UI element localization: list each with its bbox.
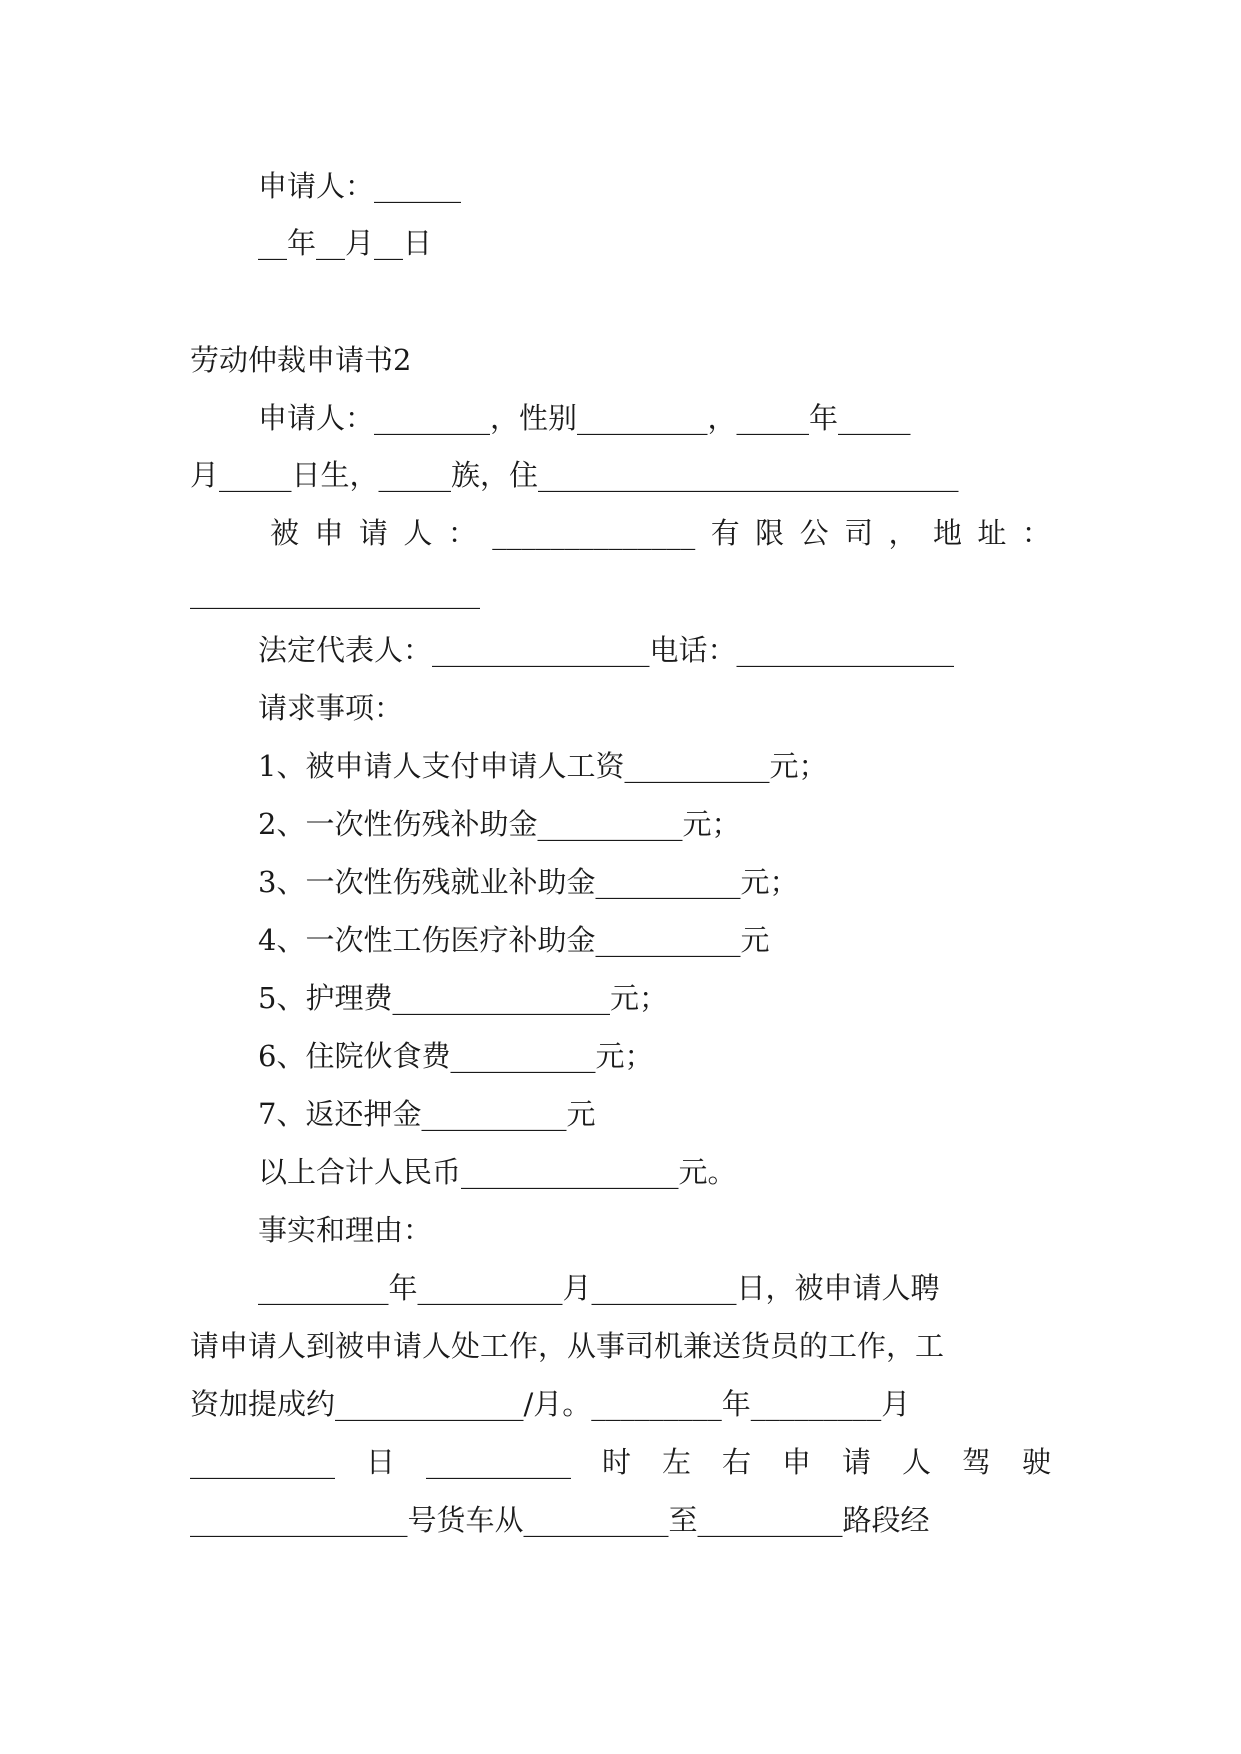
facts-char: 右	[721, 1445, 751, 1479]
respondent-char: 申	[314, 516, 344, 550]
claim-item: 4、一次性工伤医疗补助金__________元	[258, 923, 770, 957]
respondent-char: 有	[710, 516, 740, 550]
respondent-char: ：	[1021, 516, 1051, 550]
facts-char: 申	[781, 1445, 811, 1479]
facts-char: 左	[661, 1445, 691, 1479]
respondent-char: 地	[932, 516, 962, 550]
respondent-line-1	[270, 513, 1051, 553]
total-line: 以上合计人民币_______________元。	[258, 1155, 737, 1189]
applicant-line-2: 月_____日生，_____族，住_____________________________	[190, 458, 959, 492]
facts-blank: __________	[425, 1445, 571, 1479]
document-title: 劳动仲裁申请书2	[190, 343, 412, 377]
respondent-char: 司	[844, 516, 874, 550]
respondent-char: 限	[755, 516, 785, 550]
claim-item: 6、住院伙食费__________元；	[258, 1039, 654, 1073]
respondent-char: 请	[358, 516, 388, 550]
facts-char: 时	[601, 1445, 631, 1479]
respondent-char: 公	[799, 516, 829, 550]
applicant-line-1: 申请人：________，性别_________，_____年_____	[258, 401, 911, 435]
facts-char: 人	[901, 1445, 931, 1479]
respondent-blank: ______________	[492, 516, 696, 550]
facts-char: 驾	[961, 1445, 991, 1479]
signature-applicant: 申请人：______	[258, 169, 462, 203]
facts-char: 日	[365, 1445, 395, 1479]
facts-line-2: 请申请人到被申请人处工作，从事司机兼送货员的工作，工	[190, 1329, 945, 1363]
claim-item: 7、返还押金__________元	[258, 1097, 596, 1131]
facts-line-4	[190, 1442, 1051, 1482]
claim-item: 2、一次性伤残补助金__________元；	[258, 807, 741, 841]
claim-item: 1、被申请人支付申请人工资__________元；	[258, 749, 828, 783]
facts-char: 驶	[1021, 1445, 1051, 1479]
facts-heading: 事实和理由：	[258, 1213, 433, 1247]
respondent-char: ：	[447, 516, 477, 550]
respondent-char: ，	[888, 516, 918, 550]
facts-line-3: 资加提成约_____________/月。_________年_________月	[190, 1387, 911, 1421]
respondent-char: 被	[270, 516, 300, 550]
facts-blank: __________	[190, 1445, 335, 1479]
claims-heading: 请求事项：	[258, 691, 404, 725]
legal-representative-line: 法定代表人：_______________电话：_______________	[258, 633, 955, 667]
claim-item: 3、一次性伤残就业补助金__________元；	[258, 865, 799, 899]
signature-date: __年__月__日	[258, 226, 433, 260]
facts-char: 请	[841, 1445, 871, 1479]
respondent-char: 人	[403, 516, 433, 550]
facts-line-1: _________年__________月__________日，被申请人聘	[258, 1271, 940, 1305]
facts-line-5: _______________号货车从__________至__________路段经	[190, 1503, 930, 1537]
respondent-char: 址	[977, 516, 1007, 550]
claim-item: 5、护理费_______________元；	[258, 981, 668, 1015]
respondent-line-2: ____________________	[190, 575, 480, 609]
